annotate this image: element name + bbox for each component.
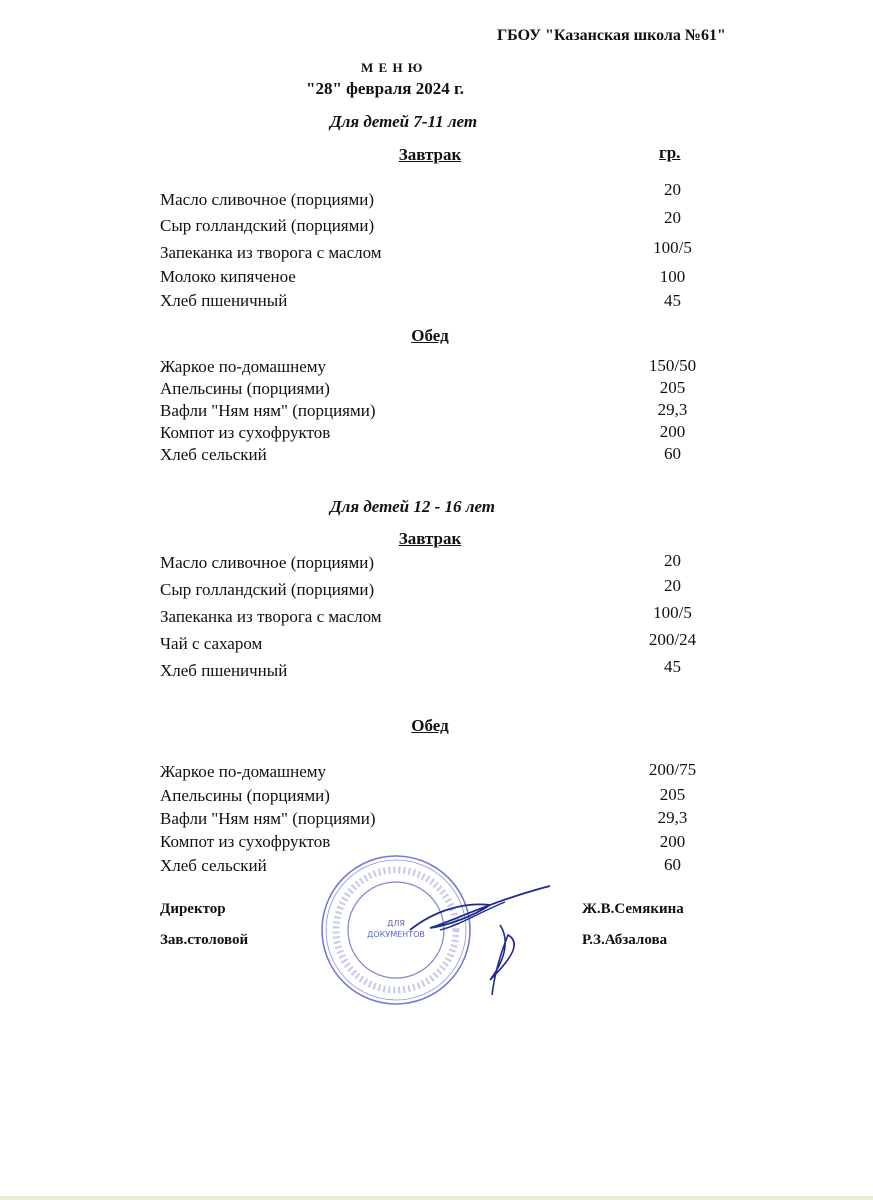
group2-lunch-title: Обед <box>411 716 449 735</box>
menu-item-qty: 60 <box>664 855 681 874</box>
menu-item-qty: 100 <box>659 267 686 286</box>
menu-item-qty: 205 <box>659 785 686 804</box>
menu-item-name: Хлеб сельский <box>160 445 267 464</box>
menu-item-name: Апельсины (порциями) <box>160 379 330 398</box>
stamp-text-1: ДЛЯ <box>387 919 405 928</box>
canteen-role: Зав.столовой <box>160 932 249 948</box>
menu-item-name: Молоко кипяченое <box>160 267 296 286</box>
menu-item-qty: 29,3 <box>657 808 688 827</box>
menu-item-qty: 205 <box>659 378 686 397</box>
group1-breakfast-title: Завтрак <box>398 145 462 164</box>
menu-item-qty: 29,3 <box>657 400 688 419</box>
menu-item-name: Хлеб сельский <box>160 856 267 875</box>
page-bottom-edge <box>0 1196 873 1200</box>
menu-item-name: Сыр голландский (порциями) <box>160 216 375 235</box>
director-signature <box>380 880 560 1000</box>
canteen-name: Р.З.Абзалова <box>582 932 668 948</box>
stamp-text-2: ДОКУМЕНТОВ <box>367 930 425 939</box>
menu-item-qty: 100/5 <box>653 603 692 622</box>
menu-item-qty: 20 <box>664 551 681 570</box>
menu-title: М Е Н Ю <box>361 60 424 75</box>
menu-item-qty: 20 <box>664 180 681 199</box>
menu-item-name: Жаркое по-домашнему <box>160 357 327 376</box>
school-name: ГБОУ "Казанская школа №61" <box>497 27 726 44</box>
menu-item-qty: 20 <box>664 576 681 595</box>
director-name: Ж.В.Семякина <box>582 901 684 917</box>
menu-item-name: Сыр голландский (порциями) <box>160 580 375 599</box>
menu-item-name: Масло сливочное (порциями) <box>160 553 374 572</box>
menu-item-qty: 45 <box>664 291 681 310</box>
menu-item-qty: 60 <box>664 444 681 463</box>
menu-item-name: Компот из сухофруктов <box>160 832 331 851</box>
menu-date: "28" февраля 2024 г. <box>306 79 465 98</box>
menu-item-name: Хлеб пшеничный <box>160 291 288 310</box>
group2-breakfast-title: Завтрак <box>398 529 462 548</box>
menu-item-qty: 150/50 <box>648 356 697 375</box>
menu-item-qty: 200/24 <box>648 630 697 649</box>
menu-item-name: Вафли "Ням ням" (порциями) <box>160 809 376 828</box>
group2-heading: Для детей 12 - 16 лет <box>330 497 496 516</box>
menu-item-name: Запеканка из творога с маслом <box>160 243 382 262</box>
menu-item-qty: 200/75 <box>648 760 697 779</box>
menu-item-qty: 200 <box>659 422 686 441</box>
menu-item-name: Апельсины (порциями) <box>160 786 330 805</box>
menu-item-name: Хлеб пшеничный <box>160 661 288 680</box>
unit-label: гр. <box>659 143 681 162</box>
menu-item-name: Вафли "Ням ням" (порциями) <box>160 401 376 420</box>
director-role: Директор <box>160 901 226 917</box>
menu-item-qty: 20 <box>664 208 681 227</box>
menu-item-qty: 100/5 <box>653 238 692 257</box>
menu-item-name: Масло сливочное (порциями) <box>160 190 374 209</box>
menu-item-name: Жаркое по-домашнему <box>160 762 327 781</box>
group1-lunch-title: Обед <box>411 326 449 345</box>
menu-item-qty: 200 <box>659 832 686 851</box>
menu-item-name: Компот из сухофруктов <box>160 423 331 442</box>
menu-item-name: Запеканка из творога с маслом <box>160 607 382 626</box>
menu-item-qty: 45 <box>664 657 681 676</box>
menu-item-name: Чай с сахаром <box>160 634 263 653</box>
group1-heading: Для детей 7-11 лет <box>330 112 478 131</box>
